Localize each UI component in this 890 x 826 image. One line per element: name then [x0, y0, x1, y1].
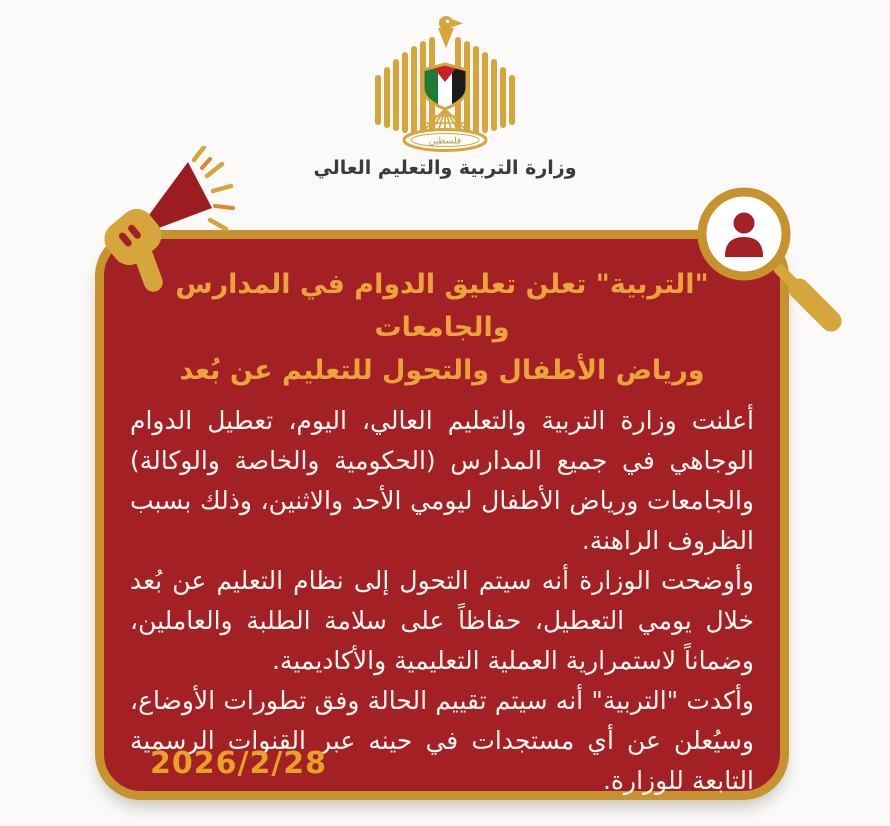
announcement-paragraph: وأكدت "التربية" أنه سيتم تقييم الحالة وفق تطورات الأوضاع، وسيُعلن عن أي مستجدات في حينه عبر القنوات الرسمية التابعة للوزارة. [130, 685, 754, 795]
announcement-paragraph: وأوضحت الوزارة أنه سيتم التحول إلى نظام التعليم عن بُعد خلال يومي التعطيل، حفاظاً على سلامة الطلبة والعاملين، وضماناً لاستمرارية العملية التعليمية والأكاديمية. [130, 565, 754, 675]
palestine-eagle-emblem [345, 12, 545, 152]
announcement-date: 2026/2/28 [150, 746, 328, 781]
emblem-banner-text: فلسطين [428, 136, 462, 147]
announcement-card [95, 230, 789, 800]
announcement-body [130, 401, 754, 801]
title-line-2: ورياض الأطفال والتحول للتعليم عن بُعد [179, 355, 705, 387]
announcement-paragraph: أعلنت وزارة التربية والتعليم العالي، اليوم، تعطيل الدوام الوجاهي في جميع المدارس (الحكومية والخاصة والوكالة) والجامعات ورياض الأطفال ليومي الأحد والاثنين، وذلك بسبب الظروف الراهنة. [130, 405, 754, 555]
emblem-banner [404, 130, 486, 151]
megaphone-icon [80, 146, 245, 301]
magnifier-handle-grip [799, 289, 831, 321]
flag-shield [423, 62, 467, 109]
magnifier-person-icon [693, 185, 863, 335]
ministry-name: وزارة التربية والتعليم العالي [313, 157, 577, 179]
title-line-1: "التربية" تعلن تعليق الدوام في المدارس والجامعات [175, 269, 709, 344]
magnifier-lens [702, 192, 786, 276]
